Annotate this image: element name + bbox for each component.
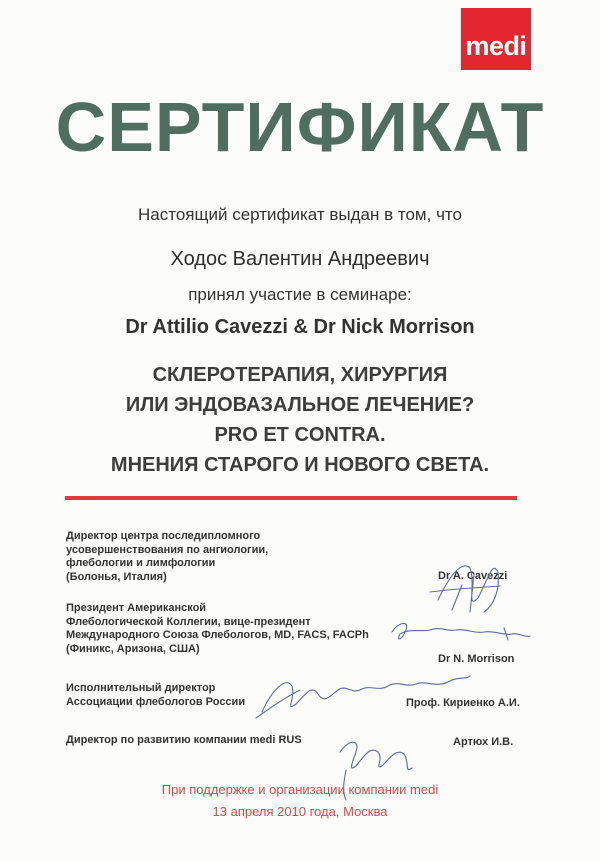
role-line: (Финикс, Аризона, США): [66, 642, 200, 655]
recipient-name: Ходос Валентин Андреевич: [170, 248, 430, 270]
role-line: Директор по развитию компании medi RUS: [66, 734, 302, 746]
role-line: (Болонья, Италия): [66, 570, 167, 583]
medi-logo-text: medi: [465, 31, 527, 61]
red-divider: [65, 496, 517, 500]
intro-text: Настоящий сертификат выдан в том, что: [138, 205, 462, 224]
seminar-title: [0, 360, 600, 480]
signatory-name-artyukh: Артюх И.В.: [453, 736, 514, 748]
signature-morrison: [392, 623, 530, 640]
seminar-title-line: ИЛИ ЭНДОВАЗАЛЬНОЕ ЛЕЧЕНИЕ?: [125, 394, 475, 416]
role-line: Международного Союза Флебологов, MD, FACS, FACPh: [66, 629, 369, 641]
seminar-title-line: СКЛЕРОТЕРАПИЯ, ХИРУРГИЯ: [152, 364, 448, 386]
role-line: Президент Американской: [66, 602, 207, 614]
signatory-role-artyukh: [66, 734, 302, 748]
medi-logo: [461, 8, 531, 70]
certificate-title: СЕРТИФИКАТ: [55, 88, 545, 166]
signatory-name-cavezzi: Dr A. Cavezzi: [438, 570, 508, 582]
signatory-name-kirienko: Проф. Кириенко А.И.: [406, 697, 520, 709]
role-line: усовершенствования по ангиологии,: [66, 543, 269, 556]
seminar-title-line: МНЕНИЯ СТАРОГО И НОВОГО СВЕТА.: [110, 454, 490, 476]
role-line: Флебологической Коллегии, вице-президент: [66, 615, 311, 628]
role-line: Ассоциации флебологов России: [66, 695, 246, 708]
sponsor-text: При поддержке и организации компании medi: [161, 782, 439, 797]
seminar-title-line: PRO ET CONTRA.: [214, 424, 386, 446]
seminar-speakers: Dr Attilio Cavezzi & Dr Nick Morrison: [125, 316, 475, 338]
signatory-role-kirienko: [66, 682, 245, 709]
signatory-role-cavezzi: [66, 530, 268, 584]
role-line: флебологии и лимфологии: [66, 557, 216, 569]
signatory-role-morrison: [66, 602, 369, 656]
participation-text: принял участие в семинаре:: [188, 285, 412, 304]
signatory-name-morrison: Dr N. Morrison: [438, 653, 515, 665]
date-location: 13 апреля 2010 года, Москва: [212, 804, 388, 819]
role-line: Исполнительный директор: [66, 682, 216, 694]
role-line: Директор центра последипломного: [66, 530, 261, 542]
